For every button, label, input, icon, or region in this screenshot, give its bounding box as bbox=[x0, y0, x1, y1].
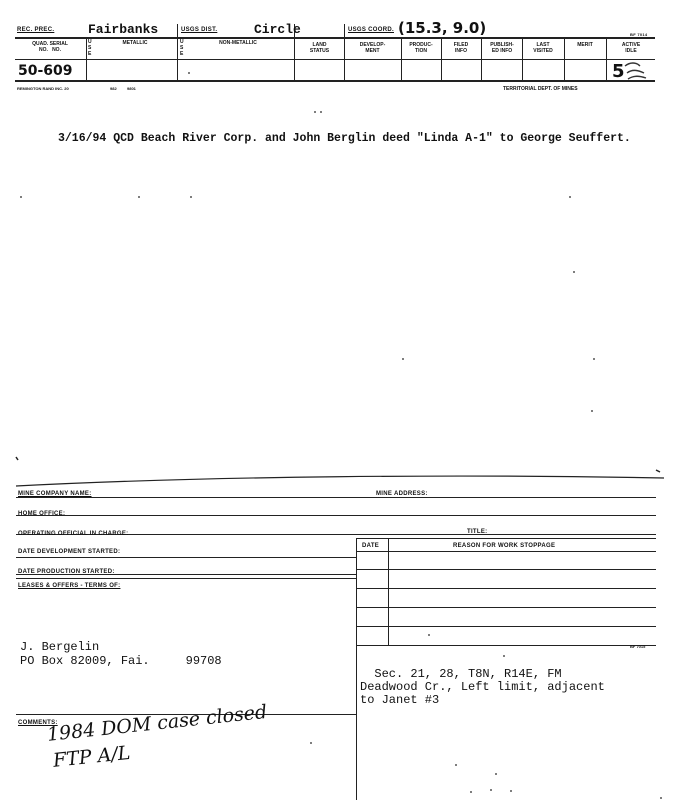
use-right-header: U S E bbox=[180, 39, 184, 57]
speck bbox=[569, 196, 571, 198]
speck bbox=[20, 196, 22, 198]
speck bbox=[428, 634, 430, 636]
printer-imprint: REMINGTON RAND INC. 20 bbox=[17, 86, 69, 91]
usgs-coord-value: (15.3, 9.0) bbox=[398, 19, 487, 37]
speck bbox=[320, 111, 322, 113]
production-header: PRODUC- TION bbox=[409, 42, 433, 54]
speck bbox=[455, 764, 457, 766]
serial-number-value: 50-609 bbox=[18, 63, 73, 79]
date-production-label: DATE PRODUCTION STARTED: bbox=[18, 569, 115, 575]
owner-address: PO Box 82009, Fai. 99708 bbox=[20, 654, 222, 668]
filed-info-header: FILED INFO bbox=[453, 42, 469, 54]
date-column-header: DATE bbox=[362, 543, 380, 549]
rec-prec-label: REC. PREC. bbox=[17, 27, 55, 33]
speck bbox=[573, 271, 575, 273]
territorial-dept-imprint: TERRITORIAL DEPT. OF MINES bbox=[503, 86, 578, 92]
form-number-bottom: BF 7015 bbox=[630, 644, 646, 649]
form-number-top: BF 7014 bbox=[630, 32, 648, 37]
printer-code-2: 9801 bbox=[127, 86, 136, 91]
use-left-header: U S E bbox=[88, 39, 92, 57]
location-line-1: Sec. 21, 28, T8N, R14E, FM bbox=[360, 667, 562, 681]
land-status-header: LAND STATUS bbox=[309, 42, 330, 54]
scribble-mark-icon bbox=[622, 60, 648, 82]
card-edge-curve bbox=[10, 452, 670, 492]
speck bbox=[188, 72, 190, 74]
date-development-label: DATE DEVELOPMENT STARTED: bbox=[18, 549, 121, 555]
speck bbox=[495, 773, 497, 775]
speck bbox=[593, 358, 595, 360]
speck bbox=[402, 358, 404, 360]
location-line-3: to Janet #3 bbox=[360, 693, 440, 707]
operating-official-label: OPERATING OFFICIAL IN CHARGE: bbox=[18, 531, 129, 537]
usgs-dist-value: Circle bbox=[254, 22, 301, 37]
last-visited-header: LAST VISITED bbox=[533, 42, 553, 54]
speck bbox=[591, 410, 593, 412]
handwritten-comment-2: FTP A/L bbox=[52, 741, 132, 772]
active-idle-mark: 5 bbox=[612, 61, 625, 82]
owner-name: J. Bergelin bbox=[20, 640, 100, 654]
speck bbox=[510, 790, 512, 792]
development-header: DEVELOP- MENT bbox=[359, 42, 386, 54]
rec-prec-value: Fairbanks bbox=[88, 22, 159, 37]
location-line-2: Deadwood Cr., Left limit, adjacent bbox=[360, 680, 605, 694]
speck bbox=[470, 791, 472, 793]
speck bbox=[190, 196, 192, 198]
non-metallic-header: NON-METALLIC bbox=[219, 40, 257, 46]
usgs-coord-label: USGS COORD. bbox=[348, 27, 394, 33]
metallic-header: METALLIC bbox=[122, 40, 148, 46]
quad-serial-header: QUAD. SERIAL NO. NO. bbox=[32, 41, 68, 53]
mine-company-label: MINE COMPANY NAME: bbox=[18, 491, 92, 497]
speck bbox=[503, 655, 505, 657]
printer-code-1: 982 bbox=[110, 86, 117, 91]
handwritten-comment-1: 1984 DOM case closed bbox=[46, 700, 269, 746]
deed-note: 3/16/94 QCD Beach River Corp. and John Berglin deed "Linda A-1" to George Seuffert. bbox=[58, 132, 631, 145]
reason-column-header: REASON FOR WORK STOPPAGE bbox=[453, 543, 556, 549]
speck bbox=[490, 789, 492, 791]
speck bbox=[314, 111, 316, 113]
title-label: TITLE: bbox=[467, 529, 488, 535]
home-office-label: HOME OFFICE: bbox=[18, 511, 66, 517]
mine-address-label: MINE ADDRESS: bbox=[376, 491, 428, 497]
leases-label: LEASES & OFFERS - TERMS OF: bbox=[18, 583, 121, 589]
published-info-header: PUBLISH- ED INFO bbox=[490, 42, 514, 54]
speck bbox=[138, 196, 140, 198]
speck bbox=[660, 797, 662, 799]
merit-header: MERIT bbox=[577, 42, 593, 48]
speck bbox=[310, 742, 312, 744]
comments-label: COMMENTS: bbox=[18, 720, 58, 726]
usgs-dist-label: USGS DIST. bbox=[181, 27, 218, 33]
active-idle-header: ACTIVE IDLE bbox=[621, 42, 641, 54]
